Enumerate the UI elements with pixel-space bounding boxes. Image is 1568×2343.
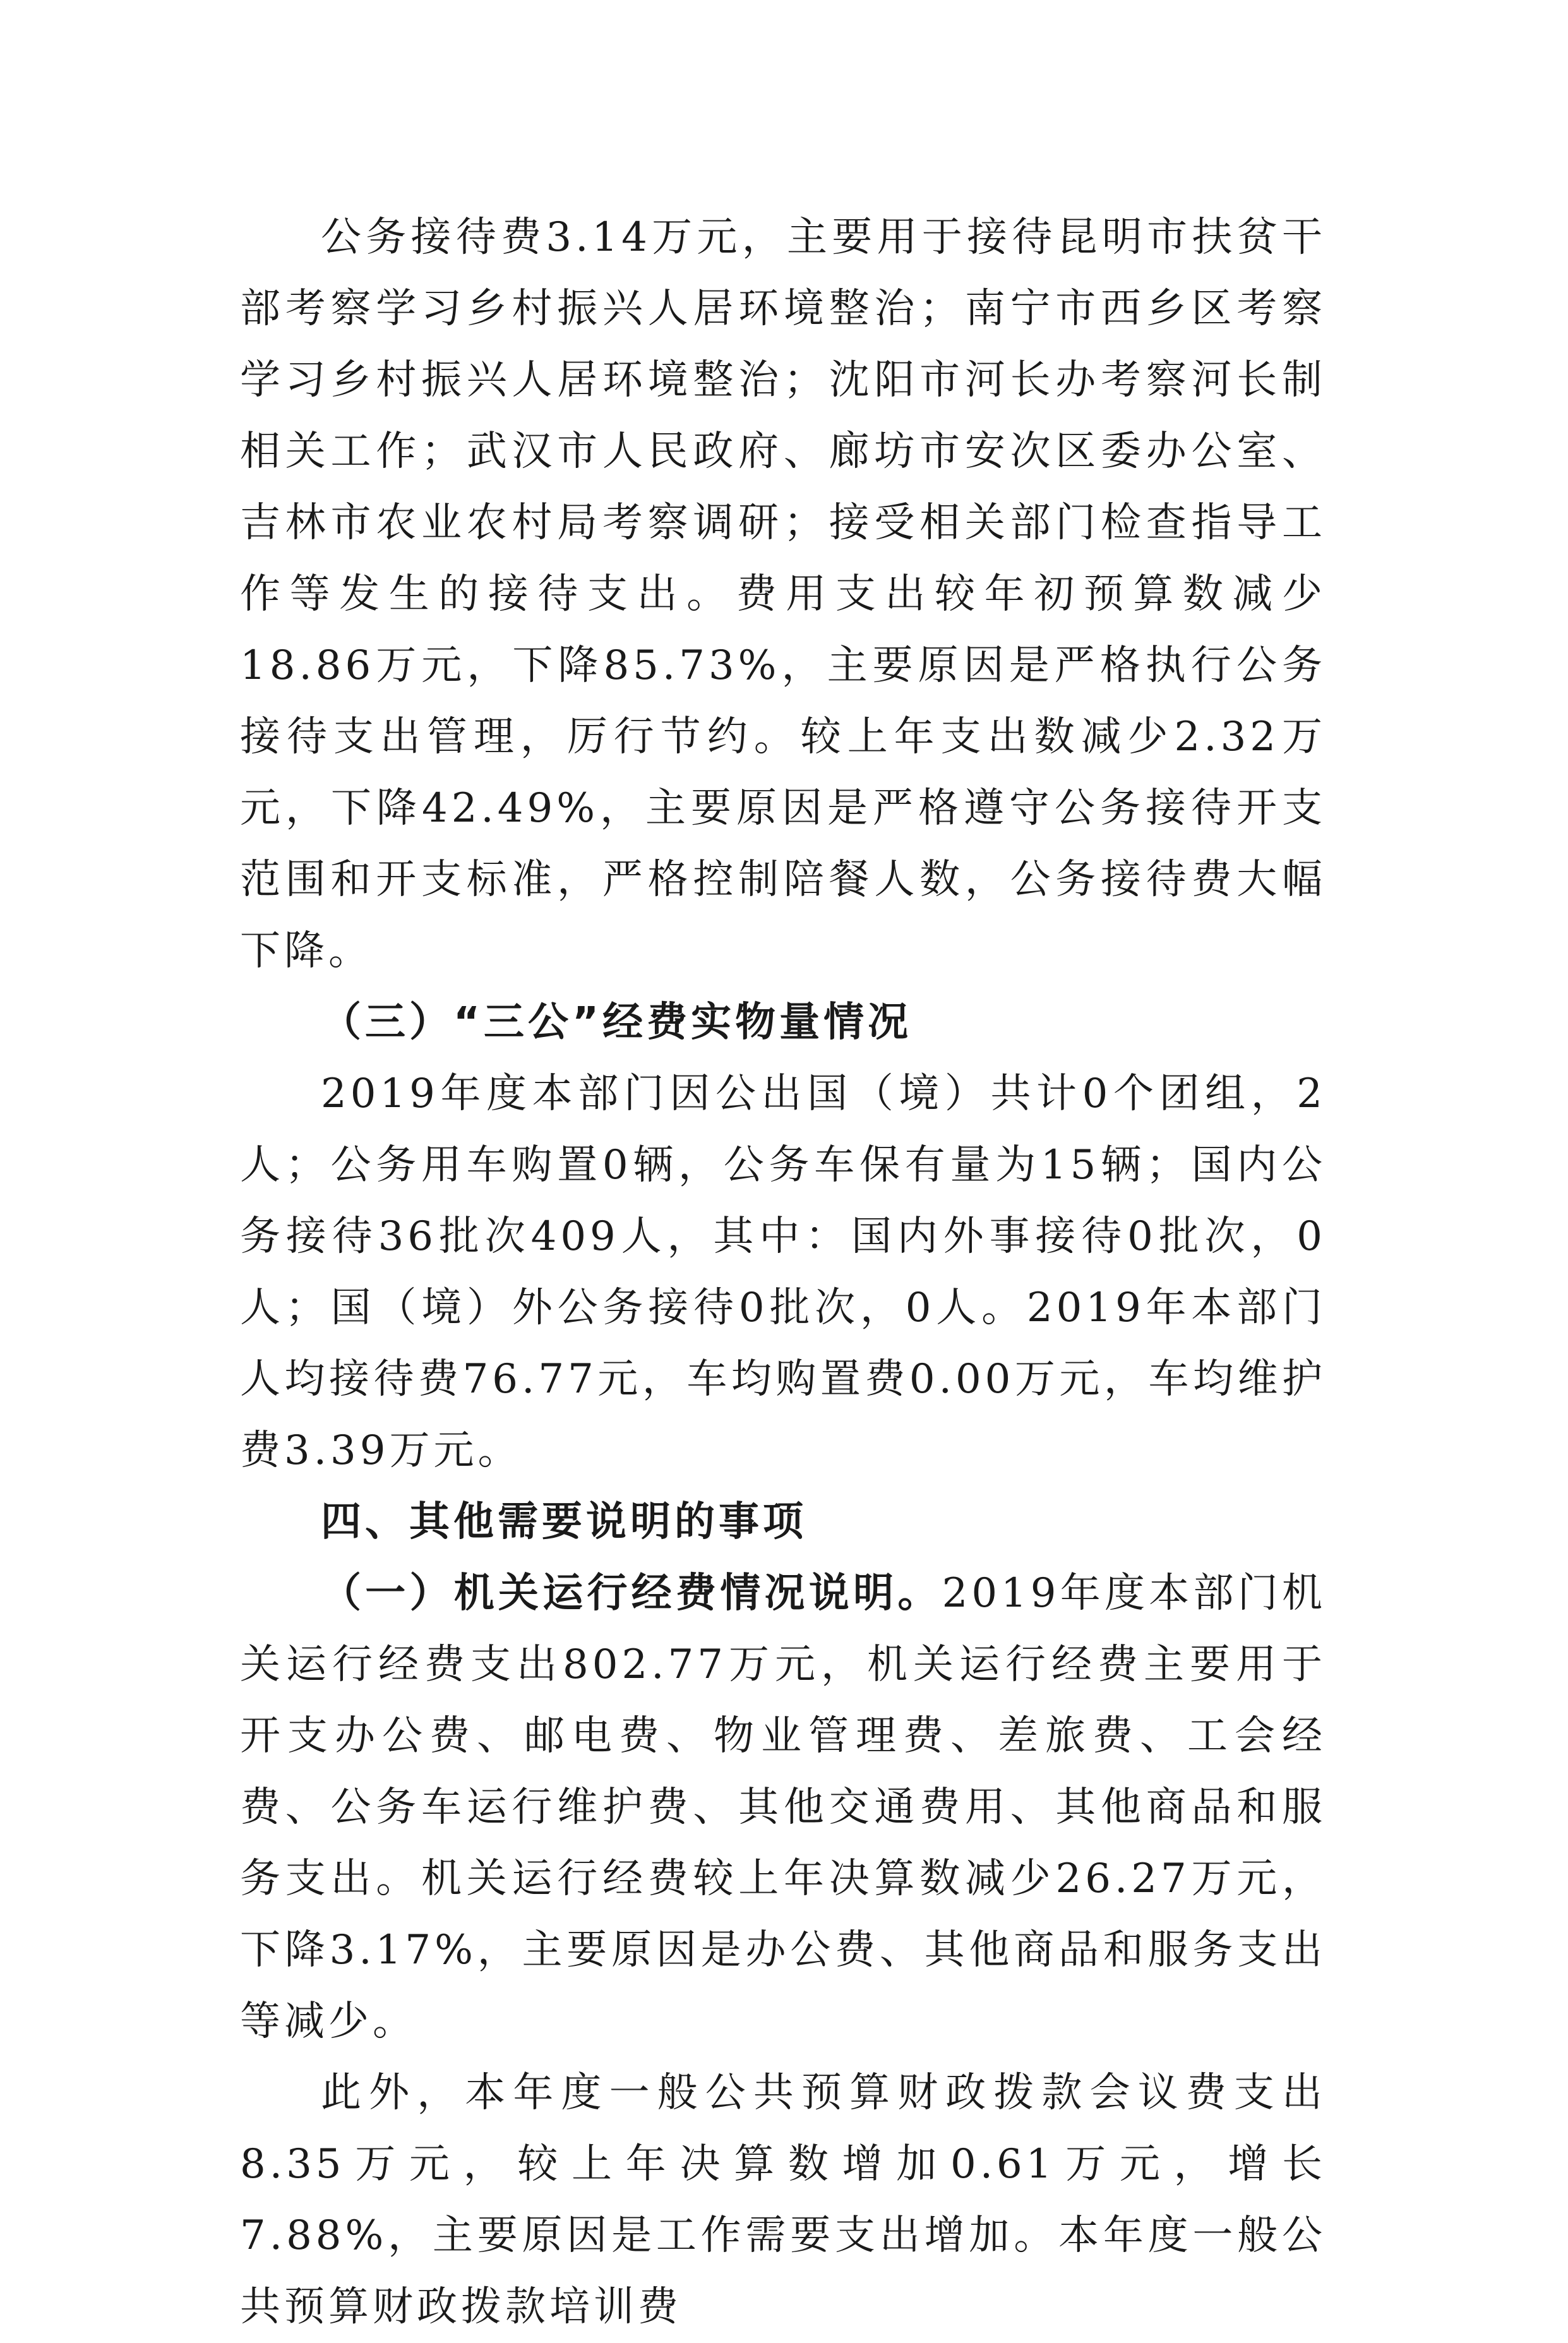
paragraph-operating-expenses-body: 2019年度本部门机关运行经费支出802.77万元，机关运行经费主要用于开支办公费、邮电费、物业管理费、差旅费、工会经费、公务车运行维护费、其他交通费用、其他商品和服务支出。机关运行经费较上年决算数减少26.27万元，下降3.17%，主要原因是办公费、其他商品和服务支出等减少。 <box>240 1570 1327 2045</box>
document-body <box>240 202 1326 2343</box>
paragraph-physical-quantity: 2019年度本部门因公出国（境）共计0个团组，2人；公务用车购置0辆，公务车保有量为15辆；国内公务接待36批次409人，其中：国内外事接待0批次，0人；国（境）外公务接待0批次，0人。2019年本部门人均接待费76.77元，车均购置费0.00万元，车均维护费3.39万元。 <box>240 1070 1326 1474</box>
paragraph-lead-bold: （一）机关运行经费情况说明。 <box>321 1570 942 1617</box>
section-heading-other-matters: 四、其他需要说明的事项 <box>321 1499 807 1545</box>
section-heading-three-public: （三）“三公”经费实物量情况 <box>321 999 913 1046</box>
paragraph-reception-expenses: 公务接待费3.14万元，主要用于接待昆明市扶贫干部考察学习乡村振兴人居环境整治；南宁市西乡区考察学习乡村振兴人居环境整治；沈阳市河长办考察河长制相关工作；武汉市人民政府、廊坊市安次区委办公室、吉林市农业农村局考察调研；接受相关部门检查指导工作等发生的接待支出。费用支出较年初预算数减少18.86万元，下降85.73%，主要原因是严格执行公务接待支出管理，厉行节约。较上年支出数减少2.32万元，下降42.49%，主要原因是严格遵守公务接待开支范围和开支标准，严格控制陪餐人数，公务接待费大幅下降。 <box>240 214 1326 974</box>
paragraph-meeting-expenses: 此外，本年度一般公共预算财政拨款会议费支出8.35万元，较上年决算数增加0.61万元，增长7.88%，主要原因是工作需要支出增加。本年度一般公共预算财政拨款培训费 <box>240 2070 1326 2330</box>
paragraph-operating-expenses <box>240 1558 1326 2058</box>
